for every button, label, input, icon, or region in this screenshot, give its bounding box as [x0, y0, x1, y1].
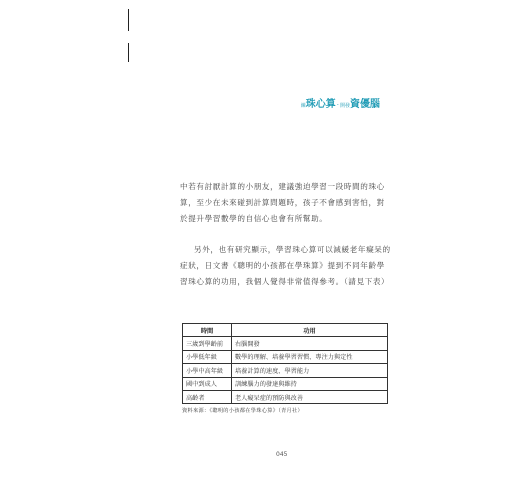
table-cell-effect: 老人癡呆症的預防與改善 [232, 390, 388, 403]
paragraph-1: 中若有討厭計算的小朋友，建議強迫學習一段時間的珠心算，至少在未來碰到計算問題時，孩子不會感到害怕，對於提升學習數學的自信心也會有所幫助。 [180, 182, 385, 223]
table-cell-effect: 數學的理解、培養學習習慣、專注力與定性 [232, 350, 388, 363]
table-row [183, 364, 388, 377]
table-cell-time: 三歲到學齡前 [183, 337, 232, 350]
heading-main-second: 資優腦 [350, 99, 380, 110]
table-row [183, 390, 388, 403]
abacus-benefits-table [182, 323, 388, 404]
table-cell-time: 高齡者 [183, 390, 232, 403]
heading-main-first: 珠心算 [305, 99, 336, 110]
heading-separator: · [336, 101, 339, 109]
table-row [183, 377, 388, 390]
table-cell-time: 小學低年級 [183, 350, 232, 363]
table-cell-time: 國中到成人 [183, 377, 232, 390]
table-header-row [183, 324, 388, 337]
table-cell-effect: 訓練腦力的發達與維持 [232, 377, 388, 390]
abacus-benefits-table-block [182, 323, 388, 414]
page-number: 045 [276, 451, 288, 458]
table-cell-time: 小學中高年級 [183, 364, 232, 377]
crop-mark-bottom [128, 43, 129, 62]
chapter-heading [301, 95, 380, 110]
paragraph-2: 另外，也有研究顯示，學習珠心算可以減緩老年癡呆的症狀，日文書《聰明的小孩都在學珠算》提到不同年齡學習珠心算的功用，我個人覺得非常值得參考。（請見下表） [180, 245, 391, 286]
crop-mark-top [128, 9, 129, 31]
table-cell-effect: 培養計算的速度、學習能力 [232, 364, 388, 377]
table-source-note: 資料來源：《聰明的小孩都在學珠心算》（青月社） [182, 408, 304, 415]
heading-middle: 開發 [339, 103, 350, 109]
table-header-time: 時間 [183, 324, 232, 337]
table-cell-effect: 右腦開發 [232, 337, 388, 350]
table-header-effect: 功用 [232, 324, 388, 337]
table-row [183, 350, 388, 363]
table-row [183, 337, 388, 350]
heading-prefix: 練 [300, 103, 306, 109]
